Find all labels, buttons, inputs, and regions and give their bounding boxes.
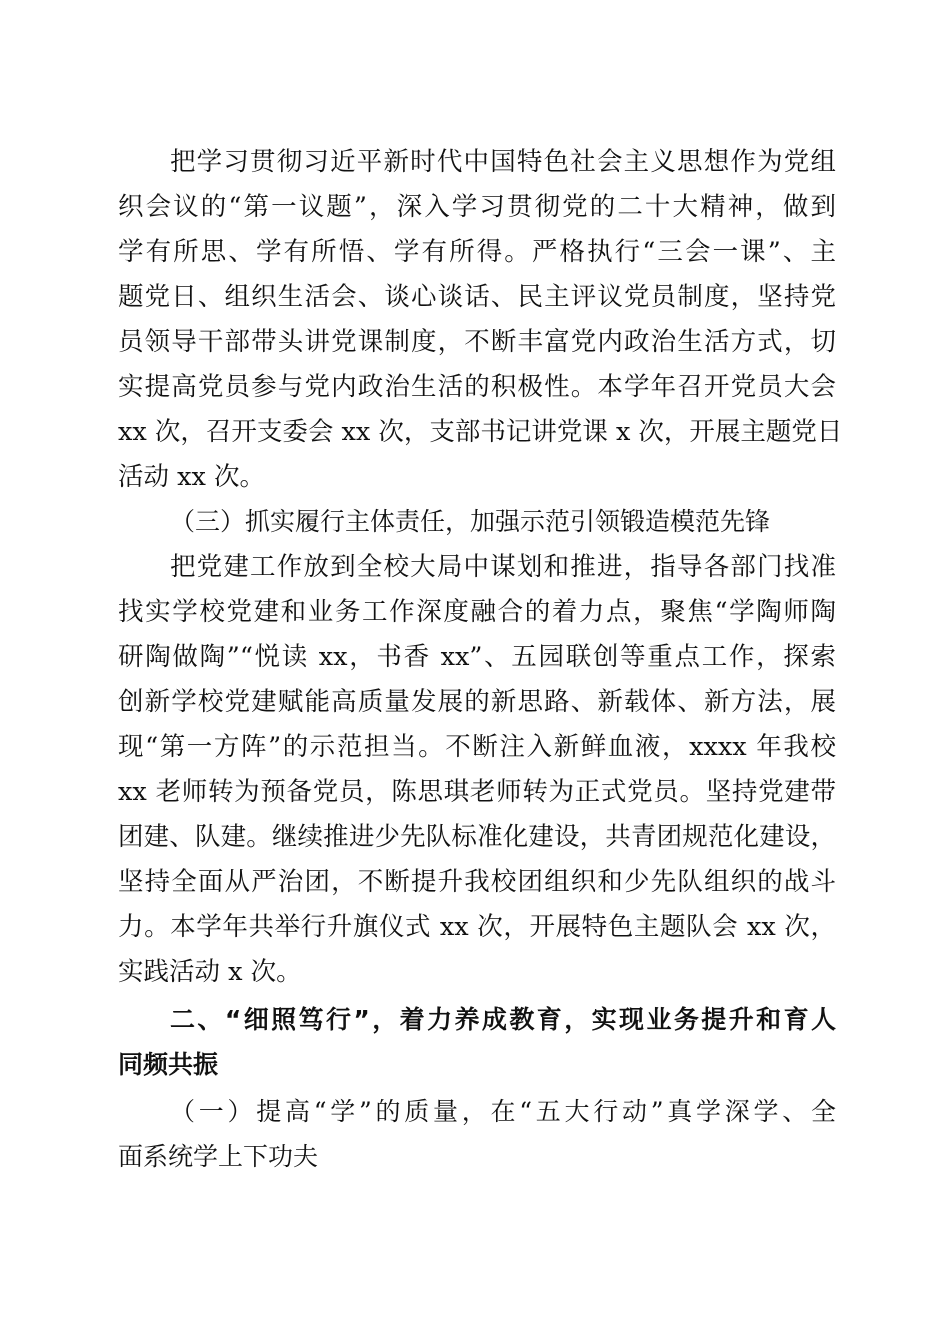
paragraph-2-line-7: 团建、队建。继续推进少先队标准化建设，共青团规范化建设， — [118, 822, 836, 852]
subsection-heading-1-line-1: （一）提高“学”的质量，在“五大行动”真学深学、全 — [170, 1097, 836, 1126]
section-2-heading-line-1: 二、“细照笃行”，着力养成教育，实现业务提升和育人 — [170, 1005, 836, 1034]
subsection-heading-3: （三）抓实履行主体责任，加强示范引领锻造模范先锋 — [170, 507, 771, 536]
paragraph-1-line-4: 题党日、组织生活会、谈心谈话、民主评议党员制度，坚持党 — [118, 282, 836, 312]
paragraph-1-line-2: 织会议的“第一议题”，深入学习贯彻党的二十大精神，做到 — [118, 192, 836, 222]
paragraph-1-line-6: 实提高党员参与党内政治生活的积极性。本学年召开党员大会 — [118, 372, 836, 402]
paragraph-1-line-1: 把学习贯彻习近平新时代中国特色社会主义思想作为党组 — [170, 147, 836, 177]
paragraph-1-line-8: 活动 xx 次。 — [118, 462, 265, 492]
paragraph-1-line-7: xx 次，召开支委会 xx 次，支部书记讲党课 x 次，开展主题党日 — [118, 417, 843, 447]
paragraph-2-line-2: 找实学校党建和业务工作深度融合的着力点，聚焦“学陶师陶 — [118, 597, 836, 627]
paragraph-2-line-3: 研陶做陶”“悦读 xx，书香 xx”、五园联创等重点工作，探索 — [118, 642, 836, 672]
section-2-heading-line-2: 同频共振 — [118, 1050, 219, 1079]
paragraph-2-line-9: 力。本学年共举行升旗仪式 xx 次，开展特色主题队会 xx 次， — [118, 912, 836, 942]
paragraph-2-line-10: 实践活动 x 次。 — [118, 957, 302, 987]
subsection-heading-1-line-2: 面系统学上下功夫 — [118, 1142, 319, 1171]
paragraph-1-line-5: 员领导干部带头讲党课制度，不断丰富党内政治生活方式，切 — [118, 327, 836, 357]
paragraph-2-line-5: 现“第一方阵”的示范担当。不断注入新鲜血液，xxxx 年我校 — [118, 732, 836, 762]
paragraph-2-line-6: xx 老师转为预备党员，陈思琪老师转为正式党员。坚持党建带 — [118, 777, 836, 807]
paragraph-2-line-8: 坚持全面从严治团，不断提升我校团组织和少先队组织的战斗 — [118, 867, 836, 897]
paragraph-2-line-4: 创新学校党建赋能高质量发展的新思路、新载体、新方法，展 — [118, 687, 836, 717]
paragraph-2-line-1: 把党建工作放到全校大局中谋划和推进，指导各部门找准 — [170, 552, 836, 582]
paragraph-1-line-3: 学有所思、学有所悟、学有所得。严格执行“三会一课”、主 — [118, 237, 836, 267]
